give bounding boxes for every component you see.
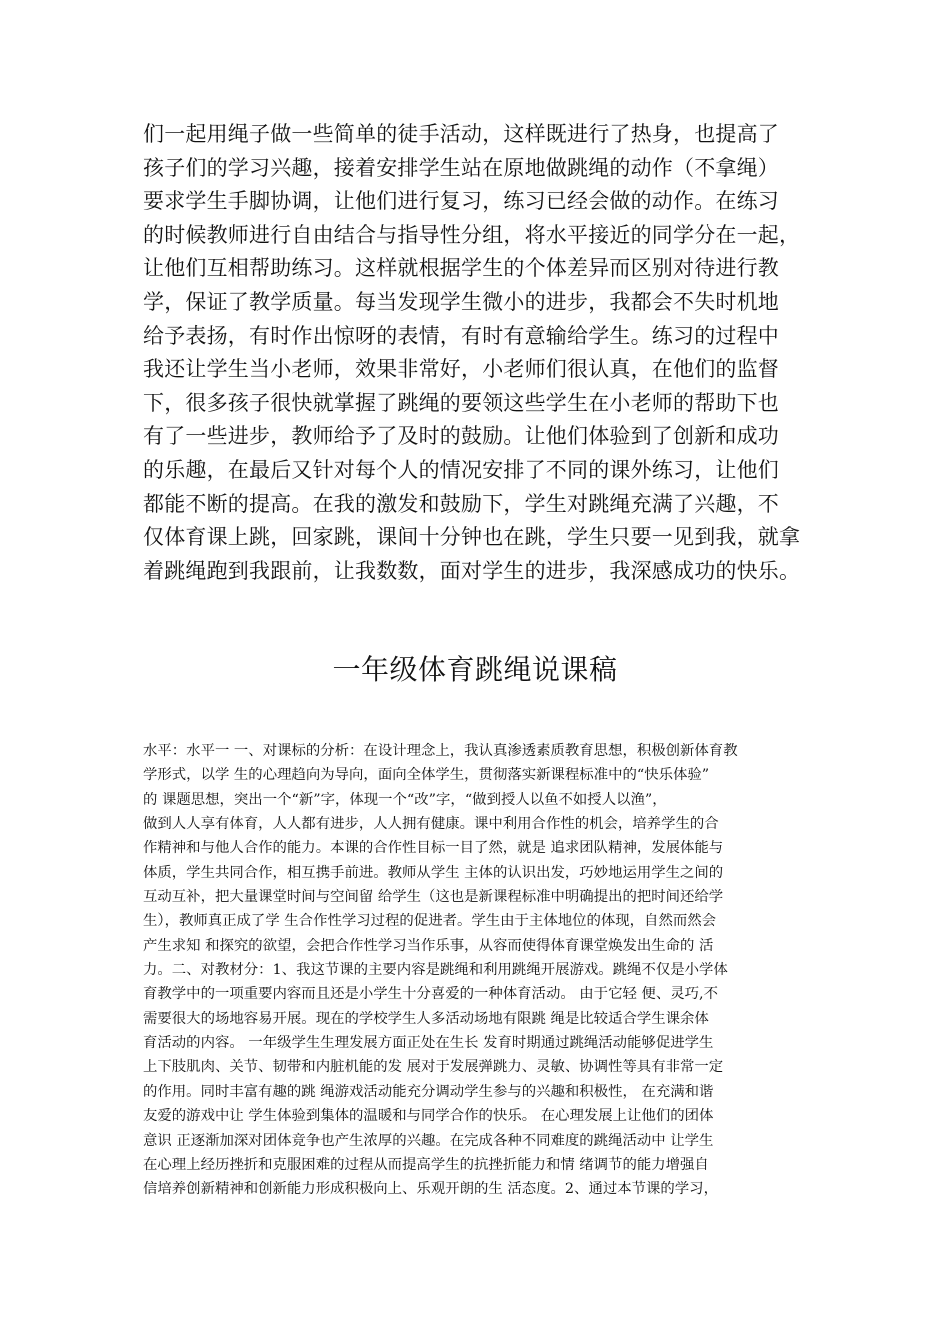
text-line: 们一起用绳子做一些简单的徒手活动，这样既进行了热身，也提高了: [143, 122, 779, 146]
text-line: 作精神和与他人合作的能力。本课的合作性目标一目了然，就是 追求团队精神，发展体能与: [143, 840, 724, 857]
text-line: 我还让学生当小老师，效果非常好，小老师们很认真，在他们的监督: [143, 357, 779, 382]
text-line: 都能不断的提高。在我的激发和鼓励下，学生对跳绳充满了兴趣，不: [143, 491, 779, 516]
text-line: 的作用。同时丰富有趣的跳 绳游戏活动能充分调动学生参与的兴趣和积极性， 在充满和谐: [143, 1083, 714, 1100]
text-line: 水平：水平一 一、对课标的分析：在设计理念上，我认真渗透素质教育思想，积极创新体育教: [143, 743, 738, 759]
text-line: 产生求知 和探究的欲望，会把合作性学习当作乐事，从容而使得体育课堂焕发出生命的 活: [143, 937, 714, 954]
text-line: 着跳绳跑到我跟前，让我数数，面对学生的进步，我深感成功的快乐。: [143, 558, 801, 583]
text-line: 生），教师真正成了学 生合作性学习过程的促进者。学生由于主体地位的体现，自然而然会: [143, 913, 717, 930]
text-line: 做到人人享有体育，人人都有进步，人人拥有健康。课中利用合作性的机会，培养学生的合: [143, 816, 719, 833]
text-line: 意识 正逐渐加深对团体竞争也产生浓厚的兴趣。在完成各种不同难度的跳绳活动中 让学生: [143, 1132, 714, 1149]
text-line: 要求学生手脚协调，让他们进行复习，练习已经会做的动作。在练习: [143, 189, 779, 214]
text-line: 互动互补，把大量课堂时间与空间留 给学生（这也是新课程标准中明确提出的把时间还给学: [143, 889, 724, 906]
text-line: 仅体育课上跳，回家跳，课间十分钟也在跳，学生只要一见到我，就拿: [143, 525, 801, 550]
text-line: 学，保证了教学质量。每当发现学生微小的进步，我都会不失时机地: [143, 289, 779, 314]
text-line: 孩子们的学习兴趣，接着安排学生站在原地做跳绳的动作（不拿绳）: [143, 155, 779, 180]
text-line: 育教学中的一项重要内容而且还是小学生十分喜爱的一种体育活动。 由于它轻 便、灵巧,不: [143, 986, 718, 1003]
text-line: 学形式，以学 生的心理趋向为导向，面向全体学生，贯彻落实新课程标准中的“快乐体验”: [143, 767, 710, 784]
text-line: 的 课题思想，突出一个“新”字，体现一个“改”字，“做到授人以鱼不如授人以渔”，: [143, 791, 667, 808]
text-line: 的时候教师进行自由结合与指导性分组，将水平接近的同学分在一起，: [143, 222, 801, 247]
text-line: 下，很多孩子很快就掌握了跳绳的要领这些学生在小老师的帮助下也: [143, 390, 779, 415]
text-line: 育活动的内容。 一年级学生生理发展方面正处在生长 发育时期通过跳绳活动能够促进学生: [143, 1035, 714, 1052]
text-line: 让他们互相帮助练习。这样就根据学生的个体差异而区别对待进行教: [143, 256, 779, 281]
body-paragraph: [143, 739, 815, 1202]
text-line: 力。二、对教材分：1、我这节课的主要内容是跳绳和利用跳绳开展游戏。跳绳不仅是小学体: [143, 962, 728, 979]
text-line: 给予表扬，有时作出惊呀的表情，有时有意输给学生。练习的过程中: [143, 323, 779, 348]
continuation-paragraph: [143, 118, 815, 588]
text-line: 上下肢肌肉、关节、韧带和内脏机能的发 展对于发展弹跳力、灵敏、协调性等具有非常一定: [143, 1059, 724, 1076]
section-title: 一年级体育跳绳说课稿: [332, 653, 618, 686]
text-line: 的乐趣，在最后又针对每个人的情况安排了不同的课外练习，让他们: [143, 457, 779, 482]
text-line: 需要很大的场地容易开展。现在的学校学生人多活动场地有限跳 绳是比较适合学生课余体: [143, 1010, 709, 1027]
text-line: 信培养创新精神和创新能力形成积极向上、乐观开朗的生 活态度。2、通过本节课的学习，: [143, 1181, 718, 1198]
text-line: 在心理上经历挫折和克服困难的过程从而提高学生的抗挫折能力和情 绪调节的能力增强自: [143, 1156, 709, 1173]
text-line: 有了一些进步，教师给予了及时的鼓励。让他们体验到了创新和成功: [143, 424, 779, 449]
text-line: 友爱的游戏中让 学生体验到集体的温暖和与同学合作的快乐。 在心理发展上让他们的团体: [143, 1108, 714, 1125]
text-line: 体质，学生共同合作，相互携手前进。教师从学生 主体的认识出发，巧妙地运用学生之间的: [143, 864, 724, 881]
